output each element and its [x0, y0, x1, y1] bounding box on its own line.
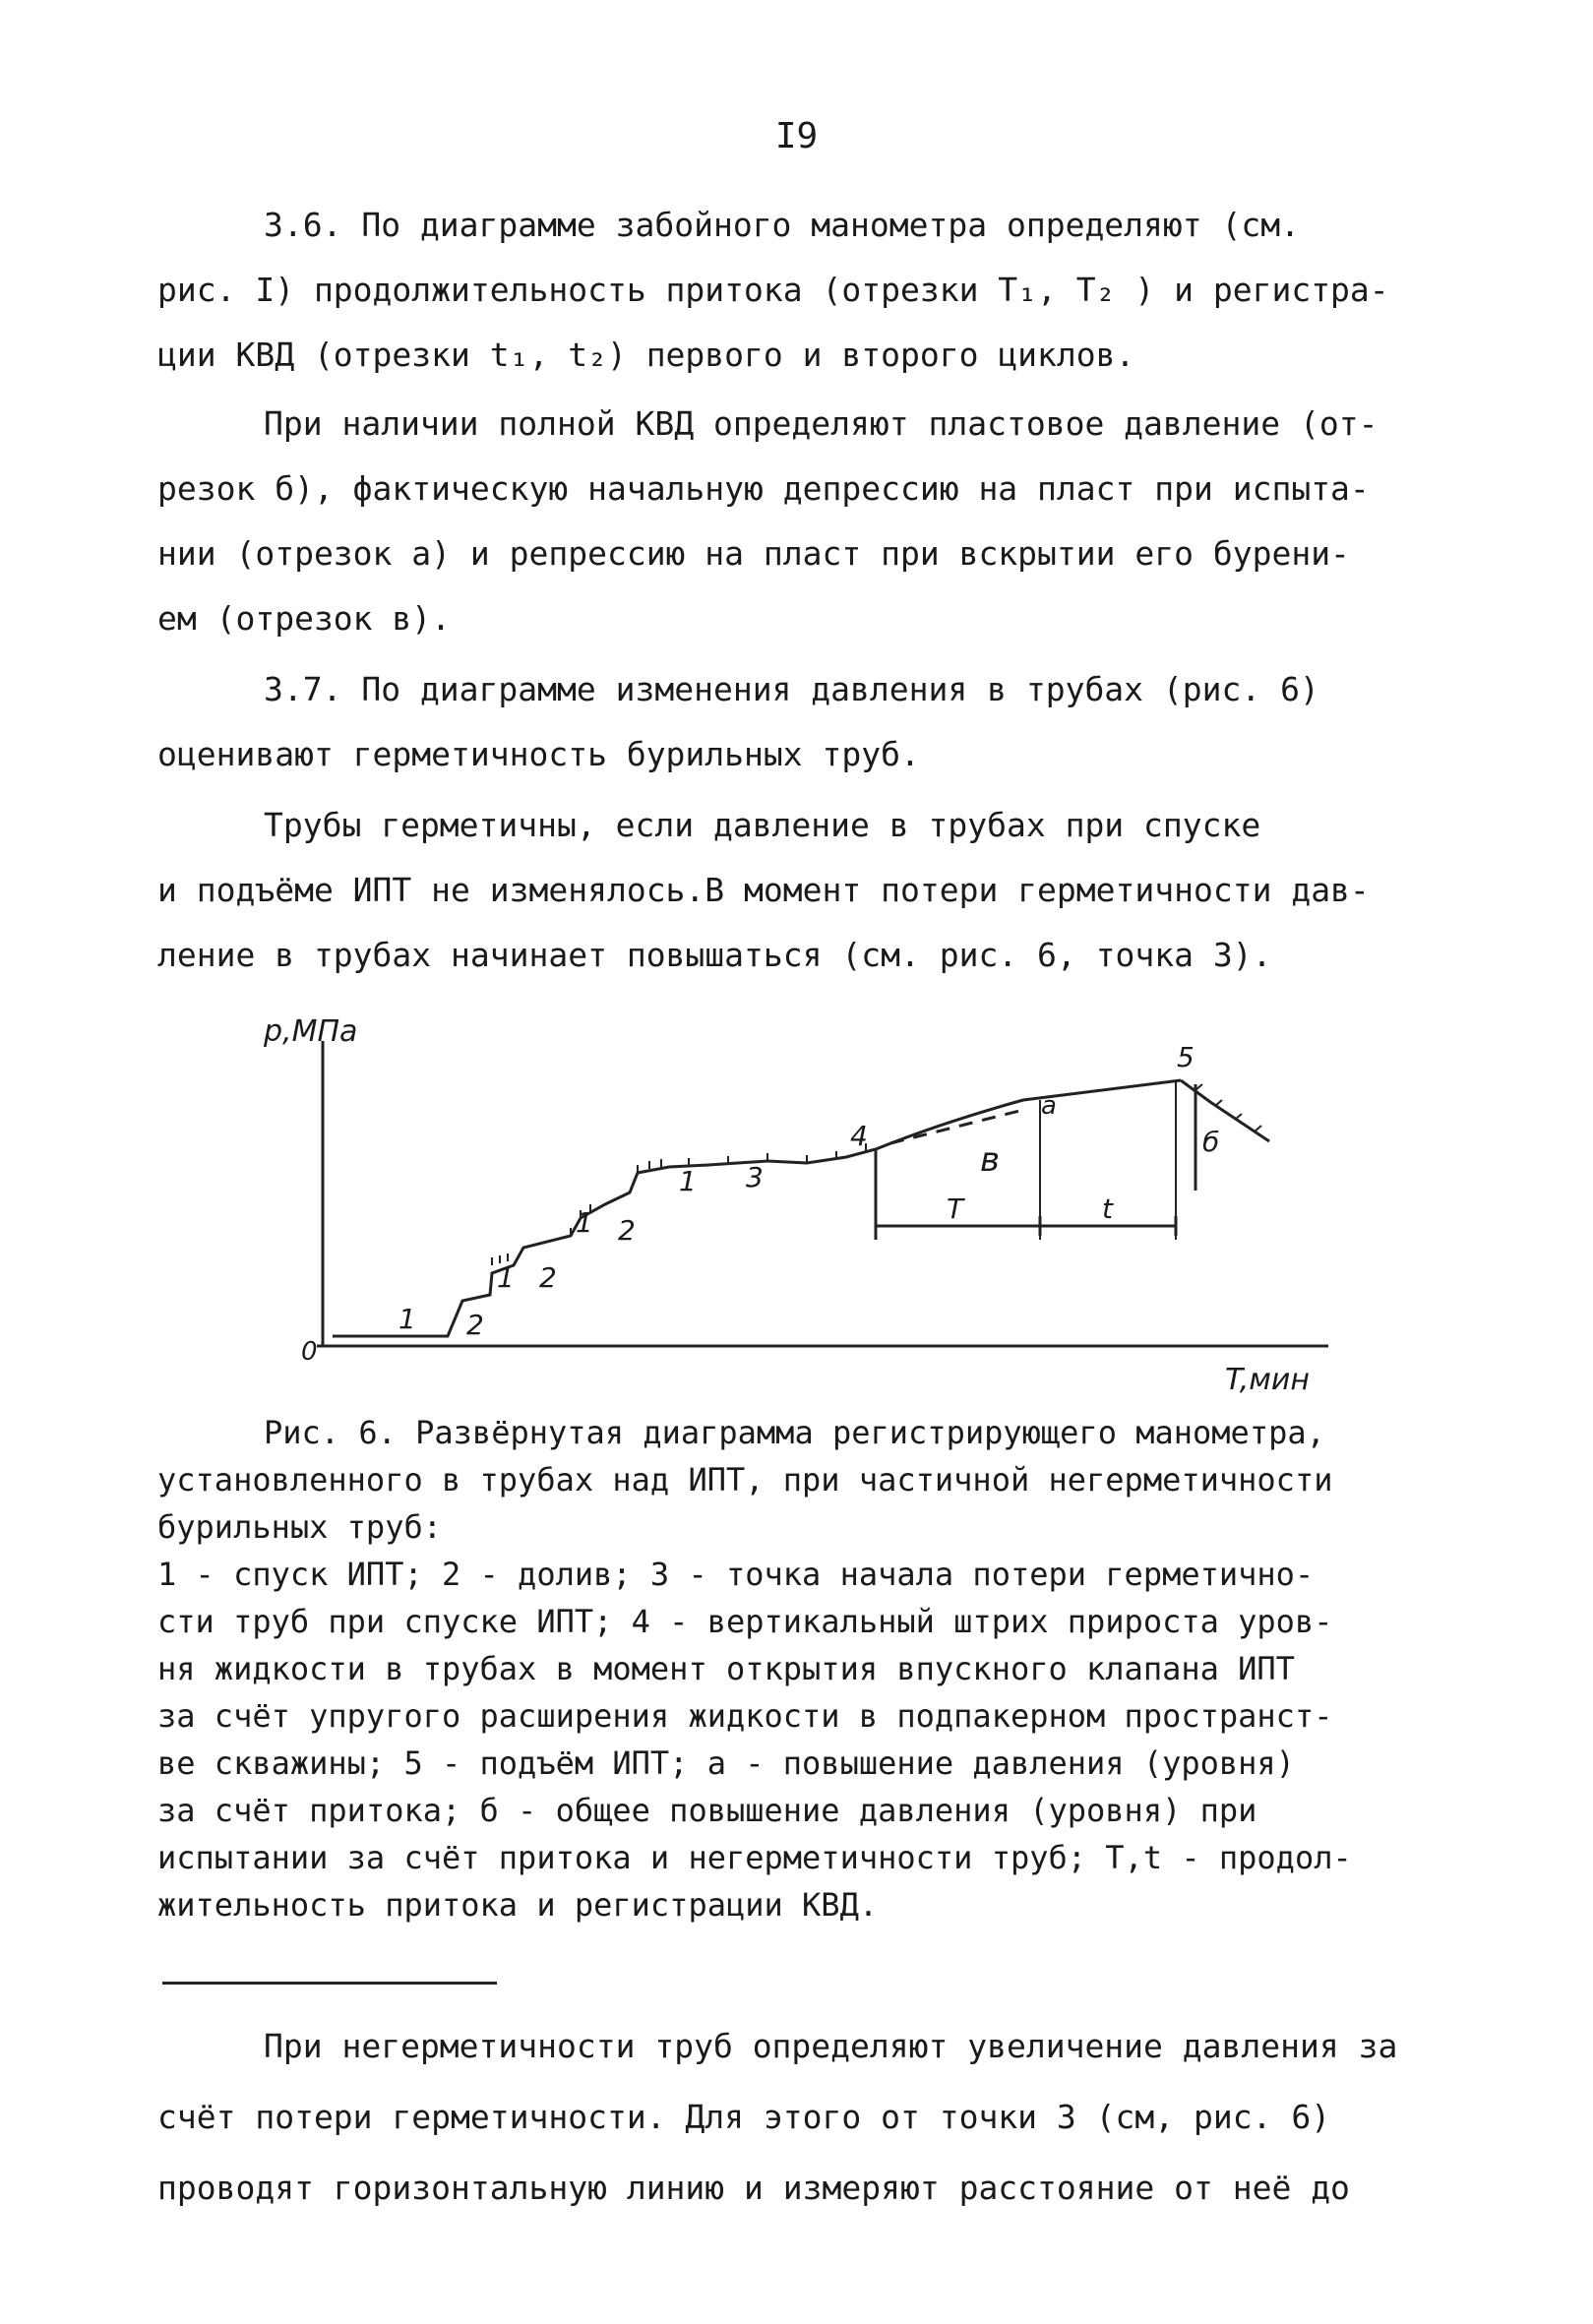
- paragraph-leak: [157, 2011, 1446, 2224]
- y-axis-label: p,МПа: [264, 1014, 358, 1049]
- caption-line: Рис. 6. Развёрнутая диаграмма регистрирующего манометра,: [264, 1414, 1325, 1451]
- text-line: резок б), фактическую начальную депрессию на пласт при испыта-: [157, 469, 1370, 508]
- label-2-c: 2: [618, 1214, 636, 1247]
- label-2-b: 2: [539, 1261, 557, 1294]
- label-1-c: 1: [576, 1206, 593, 1239]
- caption-line: установленного в трубах над ИПТ, при частичной негерметичности: [157, 1461, 1333, 1498]
- text-line: ление в трубах начинает повышаться (см. рис. 6, точка 3).: [157, 936, 1272, 974]
- paragraph-3-7: [157, 657, 1446, 787]
- page-number: I9: [774, 116, 819, 156]
- origin-label: 0: [301, 1337, 318, 1367]
- caption-line: 1 - спуск ИПТ; 2 - долив; 3 - точка начала потери герметично-: [157, 1556, 1315, 1593]
- caption-line: сти труб при спуске ИПТ; 4 - вертикальный штрих прироста уров-: [157, 1603, 1333, 1640]
- label-3: 3: [746, 1161, 764, 1193]
- caption-line: бурильных труб:: [157, 1508, 442, 1546]
- figure-6-caption: [157, 1409, 1476, 1928]
- text-line: оценивают герметичность бурильных труб.: [157, 735, 920, 773]
- text-line: Трубы герметичны, если давление в трубах при спуске: [264, 806, 1261, 844]
- paragraph-full-kvd: [157, 392, 1446, 651]
- label-2-a: 2: [466, 1309, 484, 1341]
- text-line: 3.6. По диаграмме забойного манометра определяют (см.: [264, 206, 1300, 244]
- label-T: T: [947, 1193, 964, 1225]
- text-line: 3.7. По диаграмме изменения давления в трубах (рис. 6): [264, 670, 1319, 708]
- footnote-rule: [162, 1982, 497, 1985]
- label-t: t: [1102, 1193, 1113, 1225]
- text-line: ем (отрезок в).: [157, 599, 452, 638]
- label-v: в: [980, 1140, 1001, 1180]
- text-line: нии (отрезок а) и репрессию на пласт при вскрытии его бурени-: [157, 534, 1350, 573]
- label-5: 5: [1177, 1041, 1195, 1073]
- text-line: рис. I) продолжительность притока (отрезки T₁, T₂ ) и регистра-: [157, 271, 1389, 309]
- label-1-a: 1: [398, 1303, 416, 1335]
- label-4: 4: [850, 1120, 868, 1152]
- text-line: При негерметичности труб определяют увеличение давления за: [264, 2027, 1398, 2065]
- label-1-d: 1: [679, 1165, 697, 1197]
- x-axis-label: T,мин: [1225, 1363, 1311, 1397]
- figure-6-diagram: [0, 1004, 1593, 1397]
- paragraph-tight-pipes: [157, 793, 1446, 988]
- caption-line: ве скважины; 5 - подъём ИПТ; a - повышение давления (уровня): [157, 1744, 1295, 1782]
- inflow-curve: [876, 1080, 1181, 1149]
- text-line: ции КВД (отрезки t₁, t₂) первого и второго циклов.: [157, 336, 1135, 374]
- text-line: проводят горизонтальную линию и измеряют расстояние от неё до: [157, 2169, 1350, 2207]
- label-b: б: [1202, 1126, 1220, 1158]
- caption-line: за счёт притока; б - общее повышение давления (уровня) при: [157, 1792, 1257, 1829]
- lift-hatching: [1195, 1084, 1261, 1131]
- dashed-line-a: [890, 1110, 1023, 1143]
- caption-line: ня жидкости в трубах в момент открытия впускного клапана ИПТ: [157, 1650, 1295, 1687]
- label-a: a: [1041, 1091, 1057, 1121]
- caption-line: испытании за счёт притока и негерметичности труб; T,t - продол-: [157, 1839, 1352, 1876]
- label-1-b: 1: [497, 1261, 515, 1294]
- caption-line: за счёт упругого расширения жидкости в подпакерном пространст-: [157, 1697, 1333, 1735]
- text-line: и подъёме ИПТ не изменялось.В момент потери герметичности дав-: [157, 871, 1370, 909]
- paragraph-3-6: [157, 193, 1446, 388]
- caption-line: жительность притока и регистрации КВД.: [157, 1886, 879, 1924]
- text-line: При наличии полной КВД определяют пластовое давление (от-: [264, 404, 1379, 443]
- text-line: счёт потери герметичности. Для этого от точки 3 (см, рис. 6): [157, 2098, 1331, 2136]
